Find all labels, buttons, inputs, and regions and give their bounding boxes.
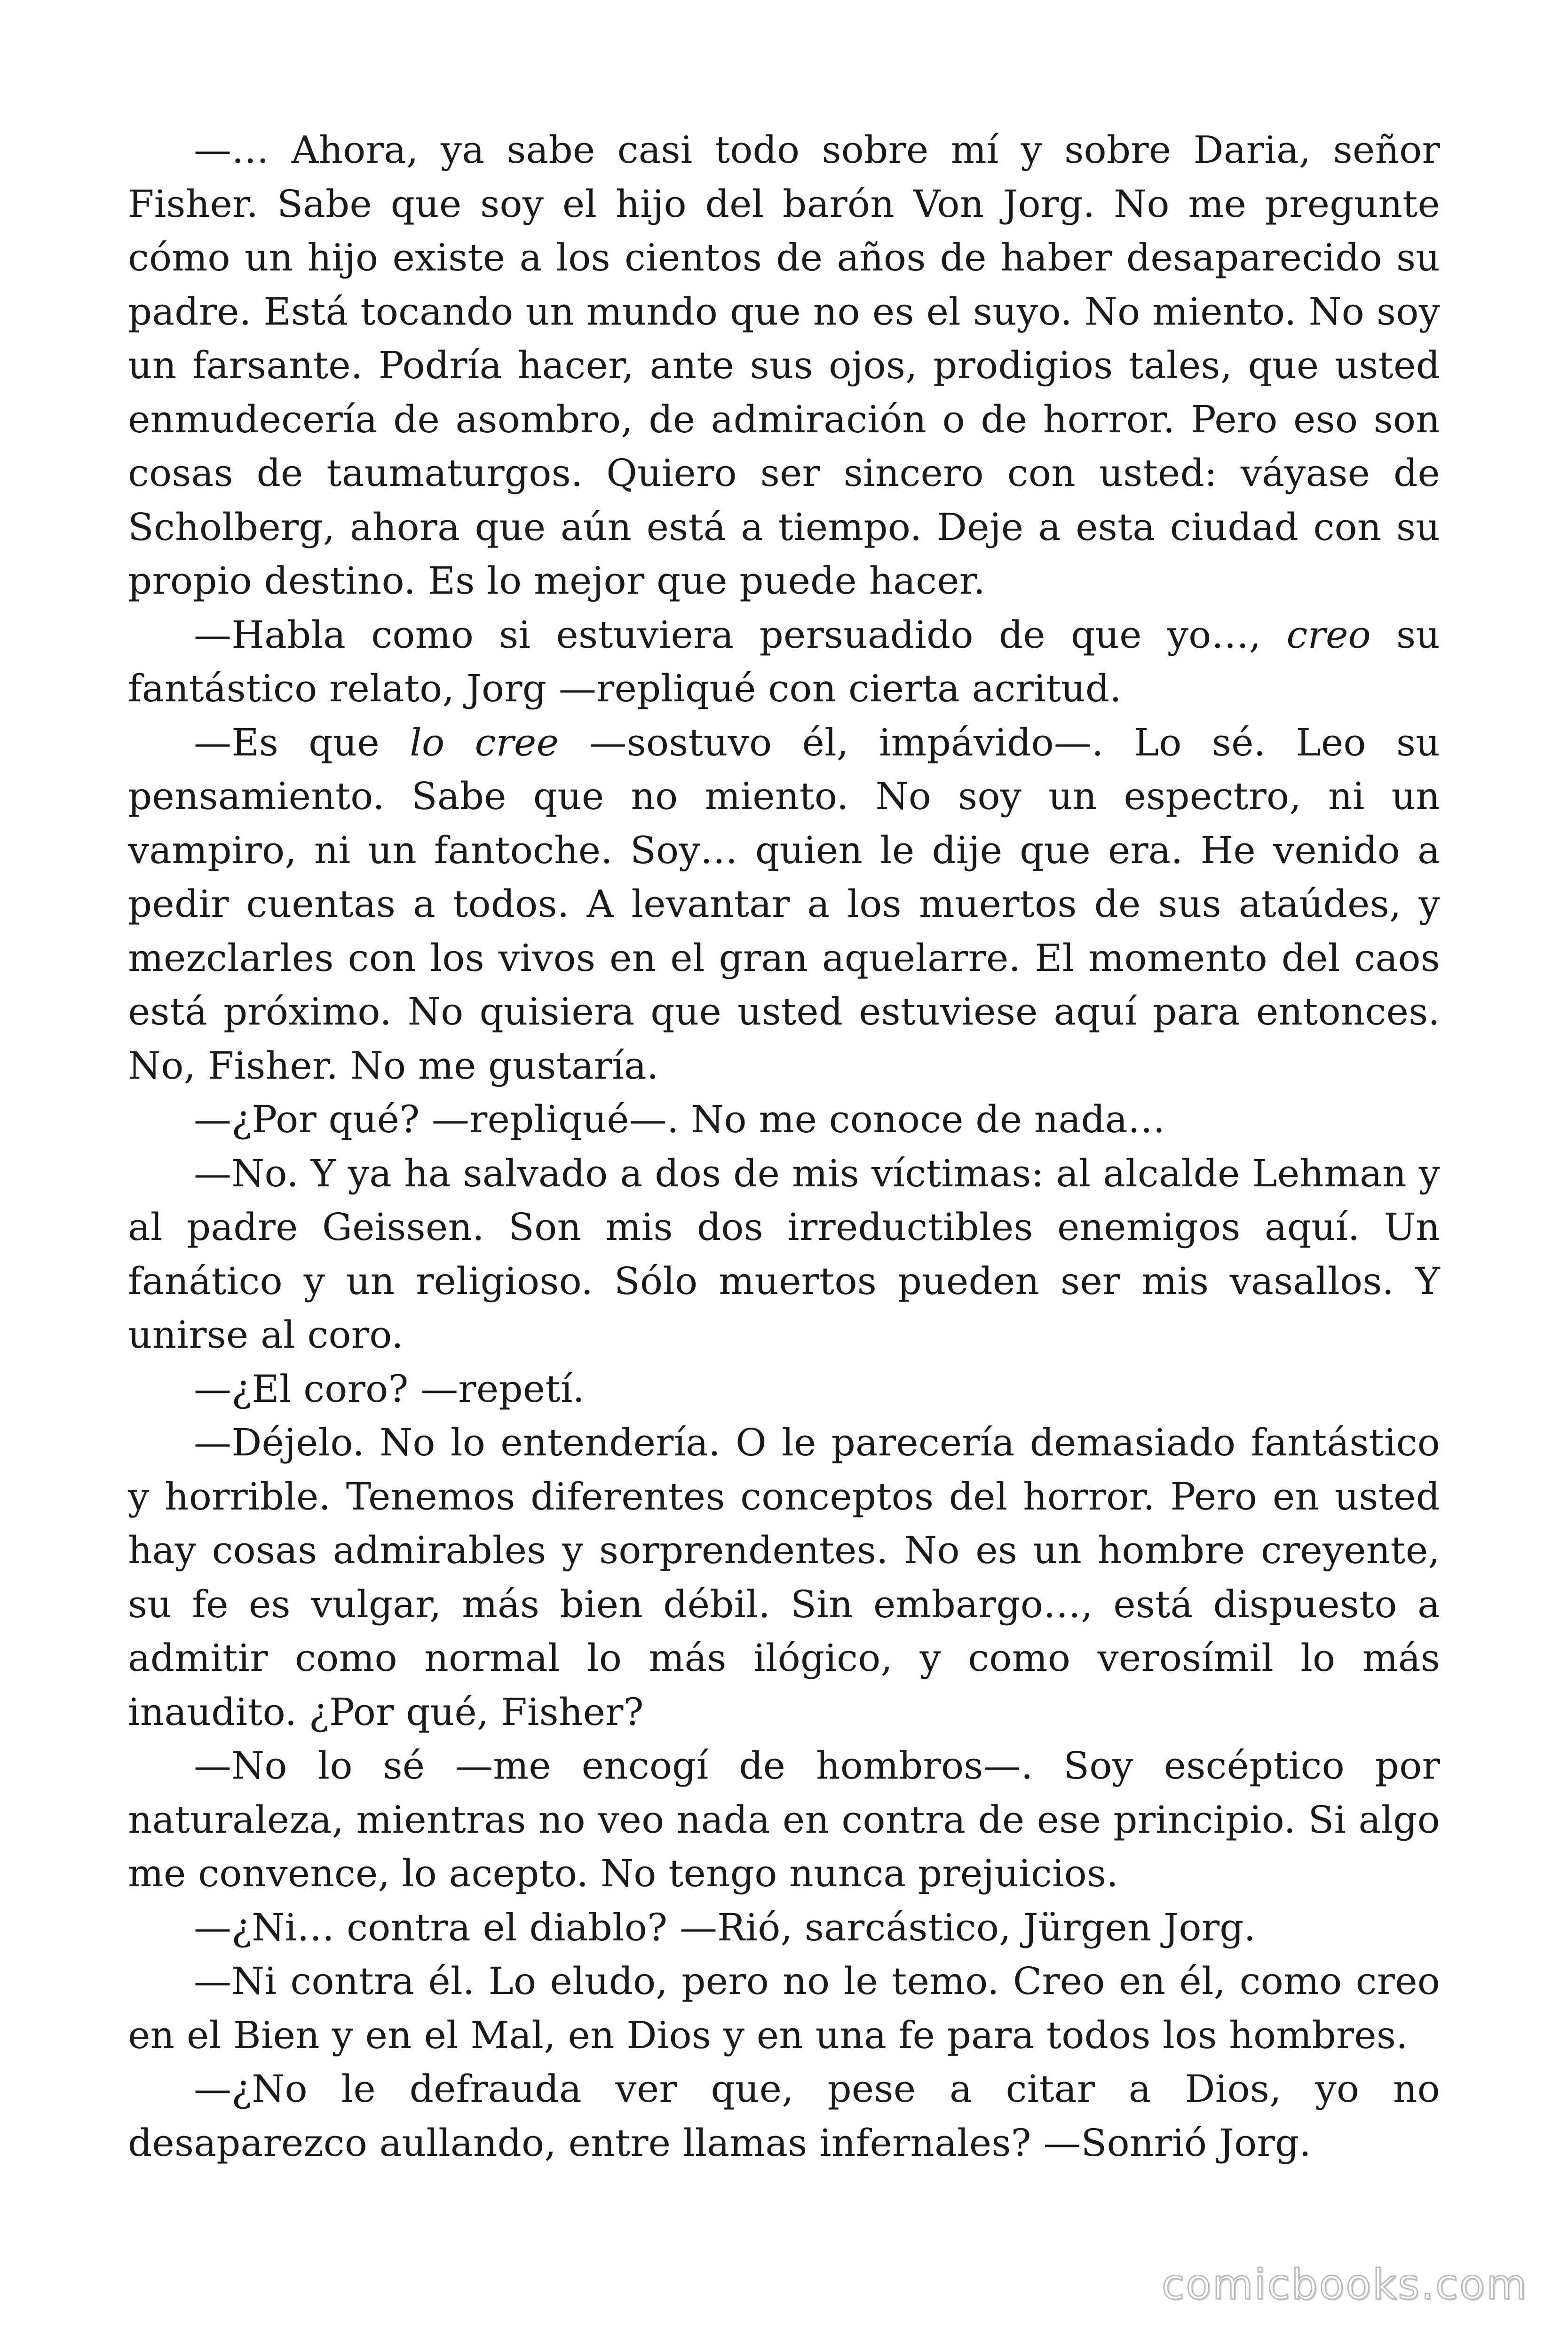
text-segment: —¿El coro? —repetí. (194, 1367, 585, 1411)
text-segment: —… Ahora, ya sabe casi todo sobre mí y sobre Daria, señor Fisher. Sabe que soy el hijo del barón Von Jorg. No me pregunte cómo un hijo existe a los cientos de años de haber desaparecido su padre. Está tocando un mundo que no es el suyo. No miento. No soy un farsante. Podría hacer, ante sus ojos, prodigios tales, que usted enmudecería de asombro, de admiración o de horror. Pero eso son cosas de taumaturgos. Quiero ser sincero con usted: váyase de Scholberg, ahora que aún está a tiempo. Deje a esta ciudad con su propio destino. Es lo mejor que puede hacer. (128, 128, 1440, 603)
italic-text: lo cree (410, 720, 559, 764)
paragraph (128, 1416, 1440, 1739)
text-segment: —¿Ni… contra el diablo? —Rió, sarcástico, Jürgen Jorg. (194, 1905, 1256, 1949)
text-segment: su fantástico relato, Jorg —repliqué con cierta acritud. (128, 612, 1441, 710)
paragraph (128, 1093, 1440, 1147)
text-segment: —¿No le defrauda ver que, pese a citar a Dios, yo no desaparezco aullando, entre llamas infernales? —Sonrió Jorg. (128, 2067, 1440, 2165)
paragraph (128, 1955, 1440, 2062)
text-segment: —Es que (194, 720, 410, 764)
paragraph (128, 1147, 1440, 1362)
paragraph (128, 123, 1440, 608)
paragraph (128, 1901, 1440, 1955)
paragraph (128, 608, 1440, 716)
text-segment: —No. Y ya ha salvado a dos de mis víctimas: al alcalde Lehman y al padre Geissen. Son mis dos irreductibles enemigos aquí. Un fanático y un religioso. Sólo muertos pueden ser mis vasallos. Y unirse al coro. (128, 1151, 1440, 1357)
text-segment: —sostuvo él, impávido—. Lo sé. Leo su pensamiento. Sabe que no miento. No soy un espectro, ni un vampiro, ni un fantoche. Soy… quien le dije que era. He venido a pedir cuentas a todos. A levantar a los muertos de sus ataúdes, y mezclarles con los vivos en el gran aquelarre. El momento del caos está próximo. No quisiera que usted estuviese aquí para entonces. No, Fisher. No me gustaría. (128, 720, 1440, 1088)
body-text (128, 123, 1440, 2170)
text-segment: —Habla como si estuviera persuadido de que yo…, (194, 612, 1287, 657)
paragraph (128, 1739, 1440, 1901)
paragraph (128, 1362, 1440, 1416)
italic-text: creo (1286, 612, 1371, 657)
text-segment: —Ni contra él. Lo eludo, pero no le temo. Creo en él, como creo en el Bien y en el Mal, en Dios y en una fe para todos los hombres. (128, 1959, 1440, 2057)
text-segment: —No lo sé —me encogí de hombros—. Soy escéptico por naturaleza, mientras no veo nada en contra de ese principio. Si algo me convence, lo acepto. No tengo nunca prejuicios. (128, 1744, 1440, 1895)
paragraph (128, 2062, 1440, 2170)
text-segment: —¿Por qué? —repliqué—. No me conoce de nada… (194, 1097, 1165, 1141)
watermark: comicbooks.com (1161, 2260, 1528, 2309)
paragraph (128, 716, 1440, 1093)
text-segment: —Déjelo. No lo entendería. O le parecería demasiado fantástico y horrible. Tenemos diferentes conceptos del horror. Pero en usted hay cosas admirables y sorprendentes. No es un hombre creyente, su fe es vulgar, más bien débil. Sin embargo…, está dispuesto a admitir como normal lo más ilógico, y como verosímil lo más inaudito. ¿Por qué, Fisher? (128, 1421, 1440, 1734)
